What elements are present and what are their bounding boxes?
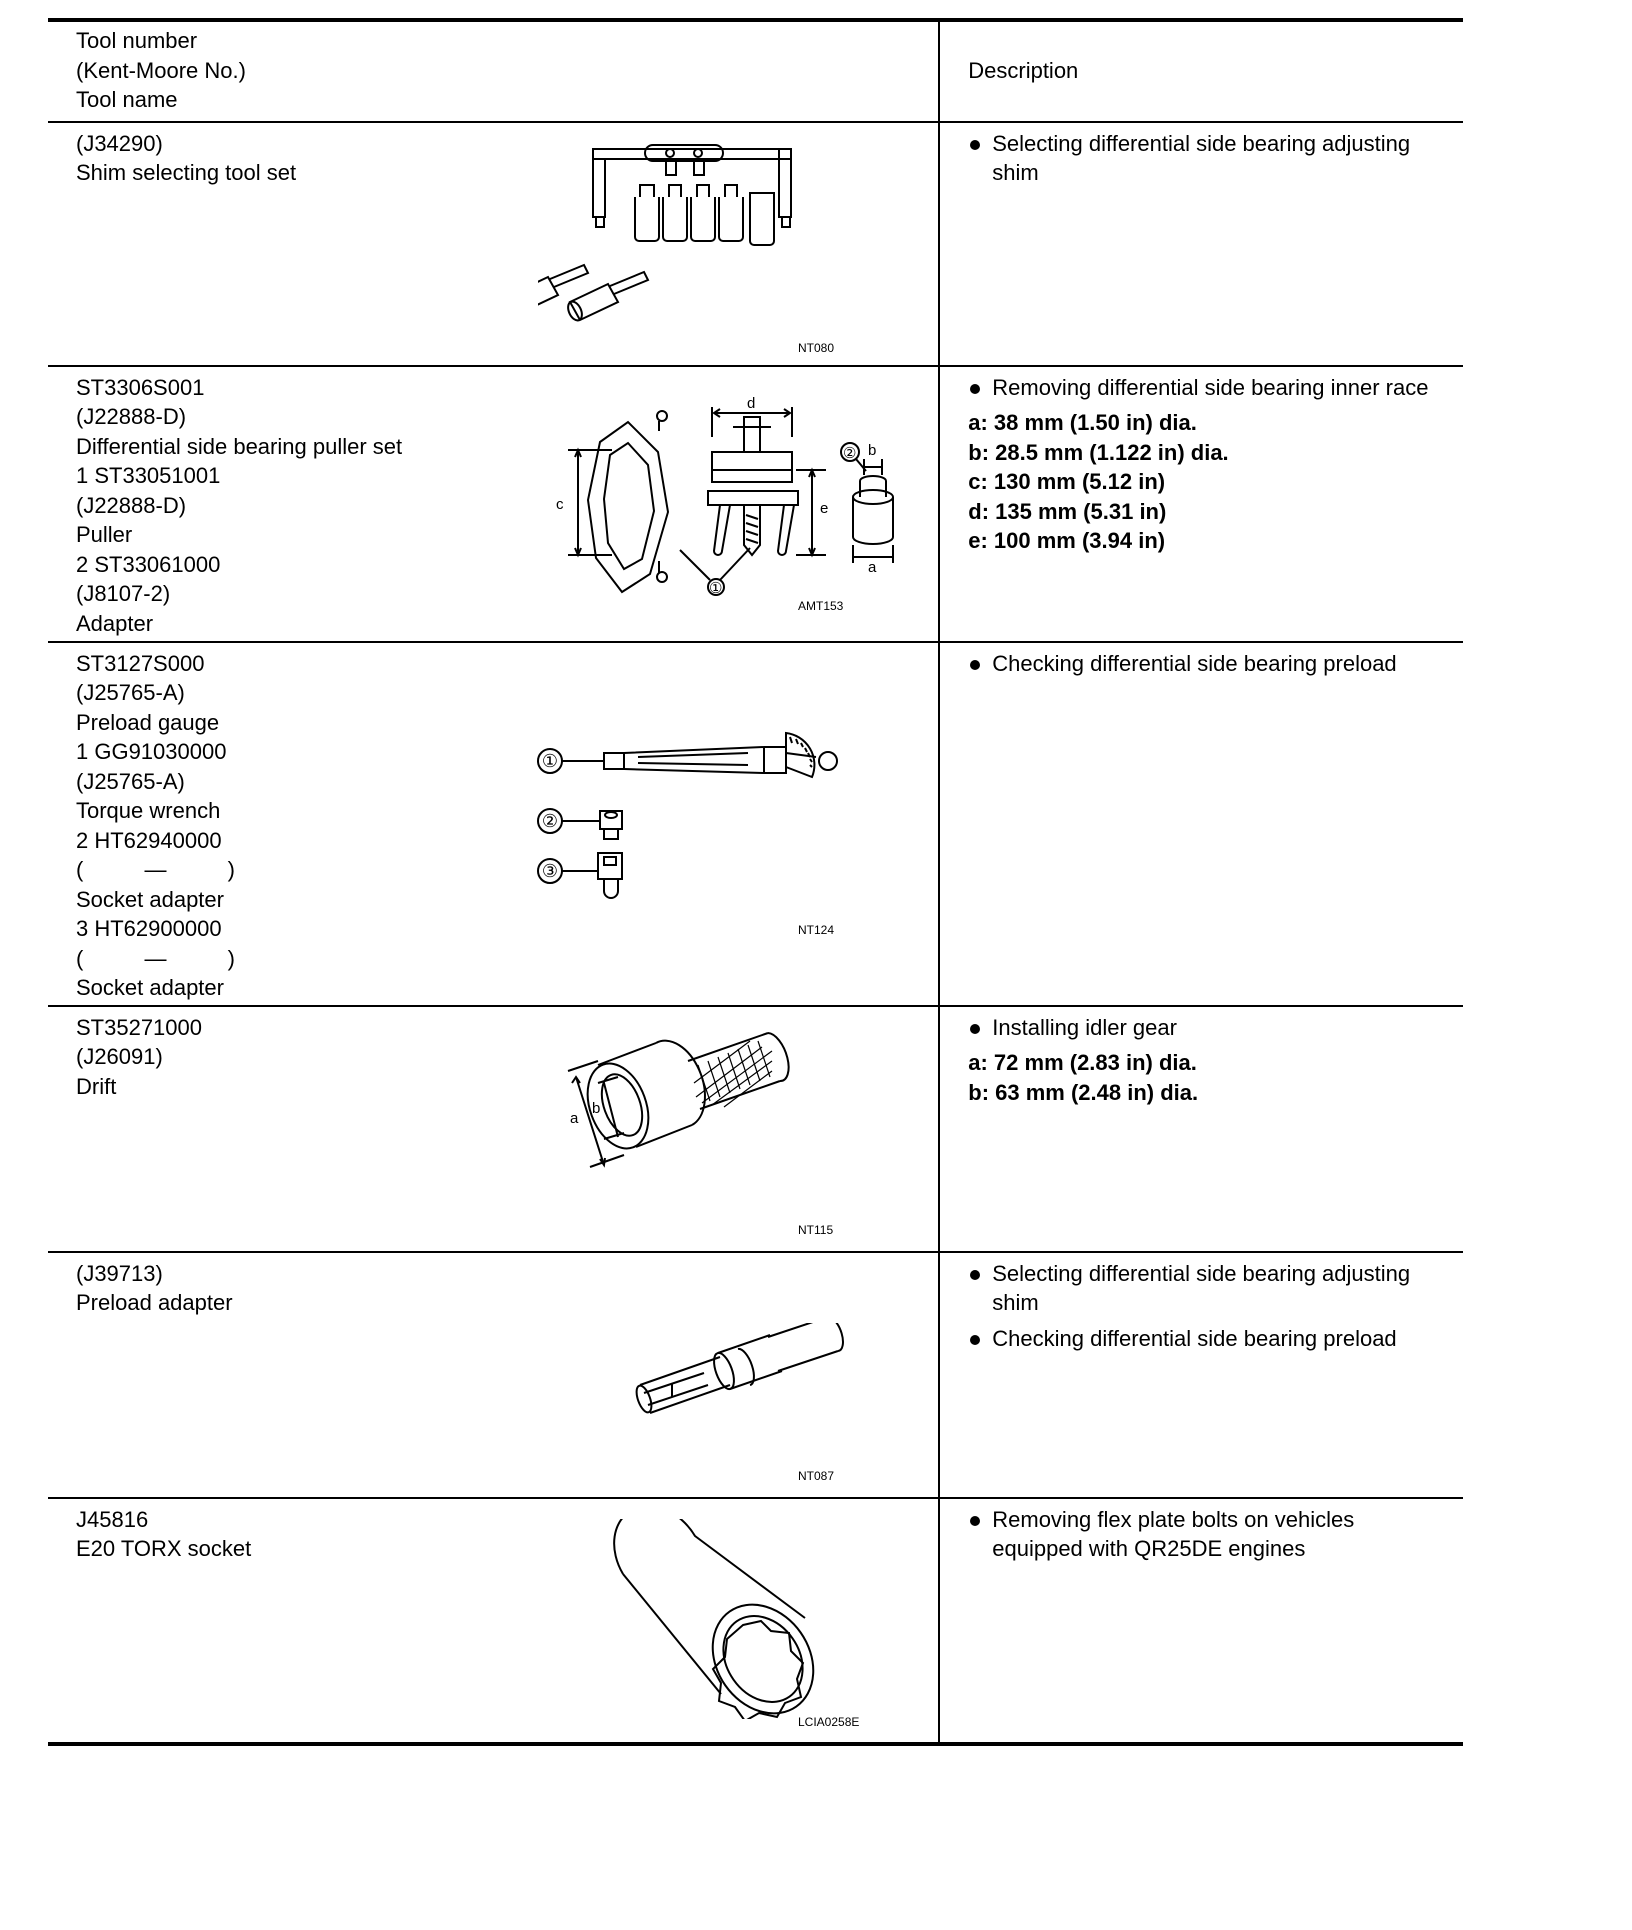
callout-2: ② bbox=[843, 444, 857, 462]
description-bullet: Selecting differential side bearing adjusting shim bbox=[968, 1259, 1445, 1318]
description-cell bbox=[939, 366, 1463, 642]
callout-1: ① bbox=[541, 750, 559, 771]
tool-number: ST3127S000 bbox=[76, 650, 205, 676]
description-cell bbox=[939, 642, 1463, 1006]
bullet-dot-icon bbox=[970, 1024, 980, 1034]
figure-code: NT124 bbox=[798, 922, 835, 937]
tool-name: Preload gauge bbox=[76, 709, 220, 735]
table-row bbox=[48, 122, 1463, 366]
tool-cell bbox=[48, 1006, 939, 1252]
callout-1: ① bbox=[709, 579, 723, 597]
description-cell bbox=[939, 1498, 1463, 1744]
tool-cell bbox=[48, 642, 939, 1006]
dimension-label-b: b bbox=[868, 441, 877, 459]
bullet-dot-icon bbox=[970, 1270, 980, 1280]
preload-gauge-illustration bbox=[528, 723, 928, 923]
header-description: Description bbox=[968, 58, 1079, 83]
description-bullet: Checking differential side bearing preload bbox=[968, 1324, 1445, 1354]
tool-cell bbox=[48, 1252, 939, 1498]
special-tools-table bbox=[48, 18, 1463, 1746]
tool-name: Shim selecting tool set bbox=[76, 160, 297, 185]
kent-moore-number: (J8107-2) bbox=[76, 581, 171, 606]
spec-line: a: 72 mm (2.83 in) dia. bbox=[968, 1050, 1197, 1075]
description-cell bbox=[939, 122, 1463, 366]
spec-line: c: 130 mm (5.12 in) bbox=[968, 469, 1166, 494]
bullet-dot-icon bbox=[970, 1516, 980, 1526]
preload-adapter-illustration bbox=[608, 1323, 868, 1443]
spec-line: e: 100 mm (3.94 in) bbox=[968, 528, 1166, 553]
header-tool-cell bbox=[48, 20, 939, 122]
puller-set-illustration bbox=[548, 397, 928, 617]
figure-code: NT115 bbox=[798, 1222, 834, 1237]
tool-number: (J34290) bbox=[76, 130, 163, 156]
spec-line: b: 63 mm (2.48 in) dia. bbox=[968, 1079, 1199, 1105]
spec-line: b: 28.5 mm (1.122 in) dia. bbox=[968, 439, 1229, 465]
description-cell bbox=[939, 1252, 1463, 1498]
dimension-label-a: a bbox=[570, 1109, 579, 1127]
dimension-label-e: e bbox=[820, 499, 829, 517]
header-description-cell bbox=[939, 20, 1463, 122]
part-name: Torque wrench bbox=[76, 798, 221, 823]
figure-code: NT080 bbox=[798, 340, 835, 355]
tool-name: Differential side bearing puller set bbox=[76, 433, 403, 459]
bullet-dot-icon bbox=[970, 140, 980, 150]
tool-number: J45816 bbox=[76, 1506, 149, 1532]
kent-moore-number: (J25765-A) bbox=[76, 768, 185, 794]
tool-name: Preload adapter bbox=[76, 1290, 233, 1315]
spec-line: d: 135 mm (5.31 in) bbox=[968, 498, 1167, 524]
kent-moore-number: ( — ) bbox=[76, 857, 235, 882]
bullet-dot-icon bbox=[970, 1335, 980, 1345]
tool-name: E20 TORX socket bbox=[76, 1536, 252, 1561]
tool-cell bbox=[48, 366, 939, 642]
dimension-label-d: d bbox=[747, 396, 756, 412]
dimension-label-c: c bbox=[556, 495, 564, 513]
shim-selecting-tool-illustration bbox=[538, 137, 948, 357]
part-name: Puller bbox=[76, 522, 133, 547]
description-bullet: Checking differential side bearing preload bbox=[968, 649, 1445, 679]
kent-moore-number: (J22888-D) bbox=[76, 492, 187, 518]
callout-3: ③ bbox=[541, 860, 559, 881]
description-bullet: Selecting differential side bearing adjusting shim bbox=[968, 129, 1445, 188]
part-number: 2 ST33061000 bbox=[76, 551, 221, 577]
table-row bbox=[48, 366, 1463, 642]
bullet-dot-icon bbox=[970, 384, 980, 394]
tool-number: ST3306S001 bbox=[76, 374, 205, 400]
part-name: Socket adapter bbox=[76, 975, 224, 1000]
table-row bbox=[48, 1006, 1463, 1252]
torx-socket-illustration bbox=[593, 1519, 853, 1719]
description-cell bbox=[939, 1006, 1463, 1252]
table-row bbox=[48, 1498, 1463, 1744]
kent-moore-number: (J26091) bbox=[76, 1044, 163, 1069]
part-number: 3 HT62900000 bbox=[76, 916, 222, 941]
description-bullet: Removing flex plate bolts on vehicles equipped with QR25DE engines bbox=[968, 1505, 1445, 1564]
kent-moore-number: (J22888-D) bbox=[76, 404, 187, 429]
description-bullet: Installing idler gear bbox=[968, 1013, 1445, 1043]
dimension-label-a: a bbox=[868, 558, 877, 576]
table-header-row bbox=[48, 20, 1463, 122]
bullet-dot-icon bbox=[970, 660, 980, 670]
part-number: 2 HT62940000 bbox=[76, 827, 222, 853]
tool-number: ST35271000 bbox=[76, 1014, 202, 1040]
header-tool-number: Tool number bbox=[76, 28, 198, 53]
description-bullet: Removing differential side bearing inner race bbox=[968, 373, 1445, 403]
header-kent-moore: (Kent-Moore No.) bbox=[76, 57, 246, 83]
tool-name: Drift bbox=[76, 1073, 117, 1099]
table-row bbox=[48, 1252, 1463, 1498]
figure-code: NT087 bbox=[798, 1468, 835, 1483]
tool-cell bbox=[48, 122, 939, 366]
callout-2: ② bbox=[541, 810, 559, 831]
part-number: 1 ST33051001 bbox=[76, 463, 221, 488]
dimension-label-b: b bbox=[592, 1099, 601, 1117]
part-name: Adapter bbox=[76, 610, 154, 636]
figure-code: AMT153 bbox=[798, 598, 844, 613]
tool-number: (J39713) bbox=[76, 1260, 163, 1286]
kent-moore-number: ( — ) bbox=[76, 945, 235, 971]
header-tool-name: Tool name bbox=[76, 87, 178, 112]
part-number: 1 GG91030000 bbox=[76, 739, 227, 764]
table-row bbox=[48, 642, 1463, 1006]
part-name: Socket adapter bbox=[76, 886, 224, 912]
kent-moore-number: (J25765-A) bbox=[76, 680, 185, 705]
spec-line: a: 38 mm (1.50 in) dia. bbox=[968, 410, 1197, 435]
drift-illustration bbox=[538, 1021, 858, 1181]
tool-cell bbox=[48, 1498, 939, 1744]
figure-code: LCIA0258E bbox=[798, 1714, 860, 1729]
